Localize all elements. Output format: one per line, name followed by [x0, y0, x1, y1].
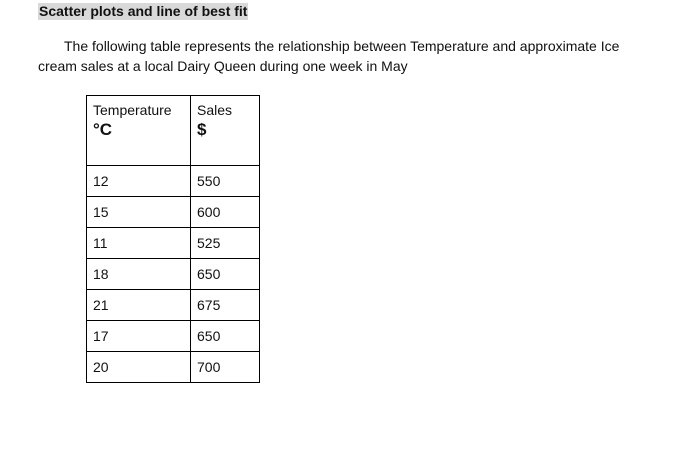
- temperature-cell: 11: [87, 228, 191, 259]
- temperature-cell: 18: [87, 259, 191, 290]
- table-row: [87, 352, 260, 383]
- temperature-cell: 17: [87, 321, 191, 352]
- sales-header-label: Sales: [197, 102, 233, 118]
- temperature-header-label: Temperature: [93, 102, 172, 118]
- sales-cell: 600: [191, 197, 260, 228]
- table-row: [87, 321, 260, 352]
- sales-header-cell: [191, 96, 260, 166]
- temperature-unit: °C: [93, 120, 113, 139]
- temperature-header-cell: [87, 96, 191, 166]
- temperature-cell: 20: [87, 352, 191, 383]
- intro-paragraph: [38, 36, 658, 76]
- table-row: [87, 228, 260, 259]
- table-row: [87, 290, 260, 321]
- sales-cell: 650: [191, 259, 260, 290]
- sales-unit: $: [197, 120, 207, 139]
- temperature-cell: 15: [87, 197, 191, 228]
- sales-cell: 650: [191, 321, 260, 352]
- temperature-cell: 21: [87, 290, 191, 321]
- intro-text: The following table represents the relationship between Temperature and approximate Ice cream sales at a local Dairy Queen during one week in May: [38, 38, 620, 74]
- table-row: [87, 197, 260, 228]
- table-row: [87, 259, 260, 290]
- sales-cell: 550: [191, 166, 260, 197]
- table-row: [87, 166, 260, 197]
- document-title: Scatter plots and line of best fit: [39, 3, 248, 19]
- temperature-sales-table: [86, 95, 260, 383]
- sales-cell: 525: [191, 228, 260, 259]
- temperature-cell: 12: [87, 166, 191, 197]
- sales-cell: 700: [191, 352, 260, 383]
- sales-cell: 675: [191, 290, 260, 321]
- table-header-row: [87, 96, 260, 166]
